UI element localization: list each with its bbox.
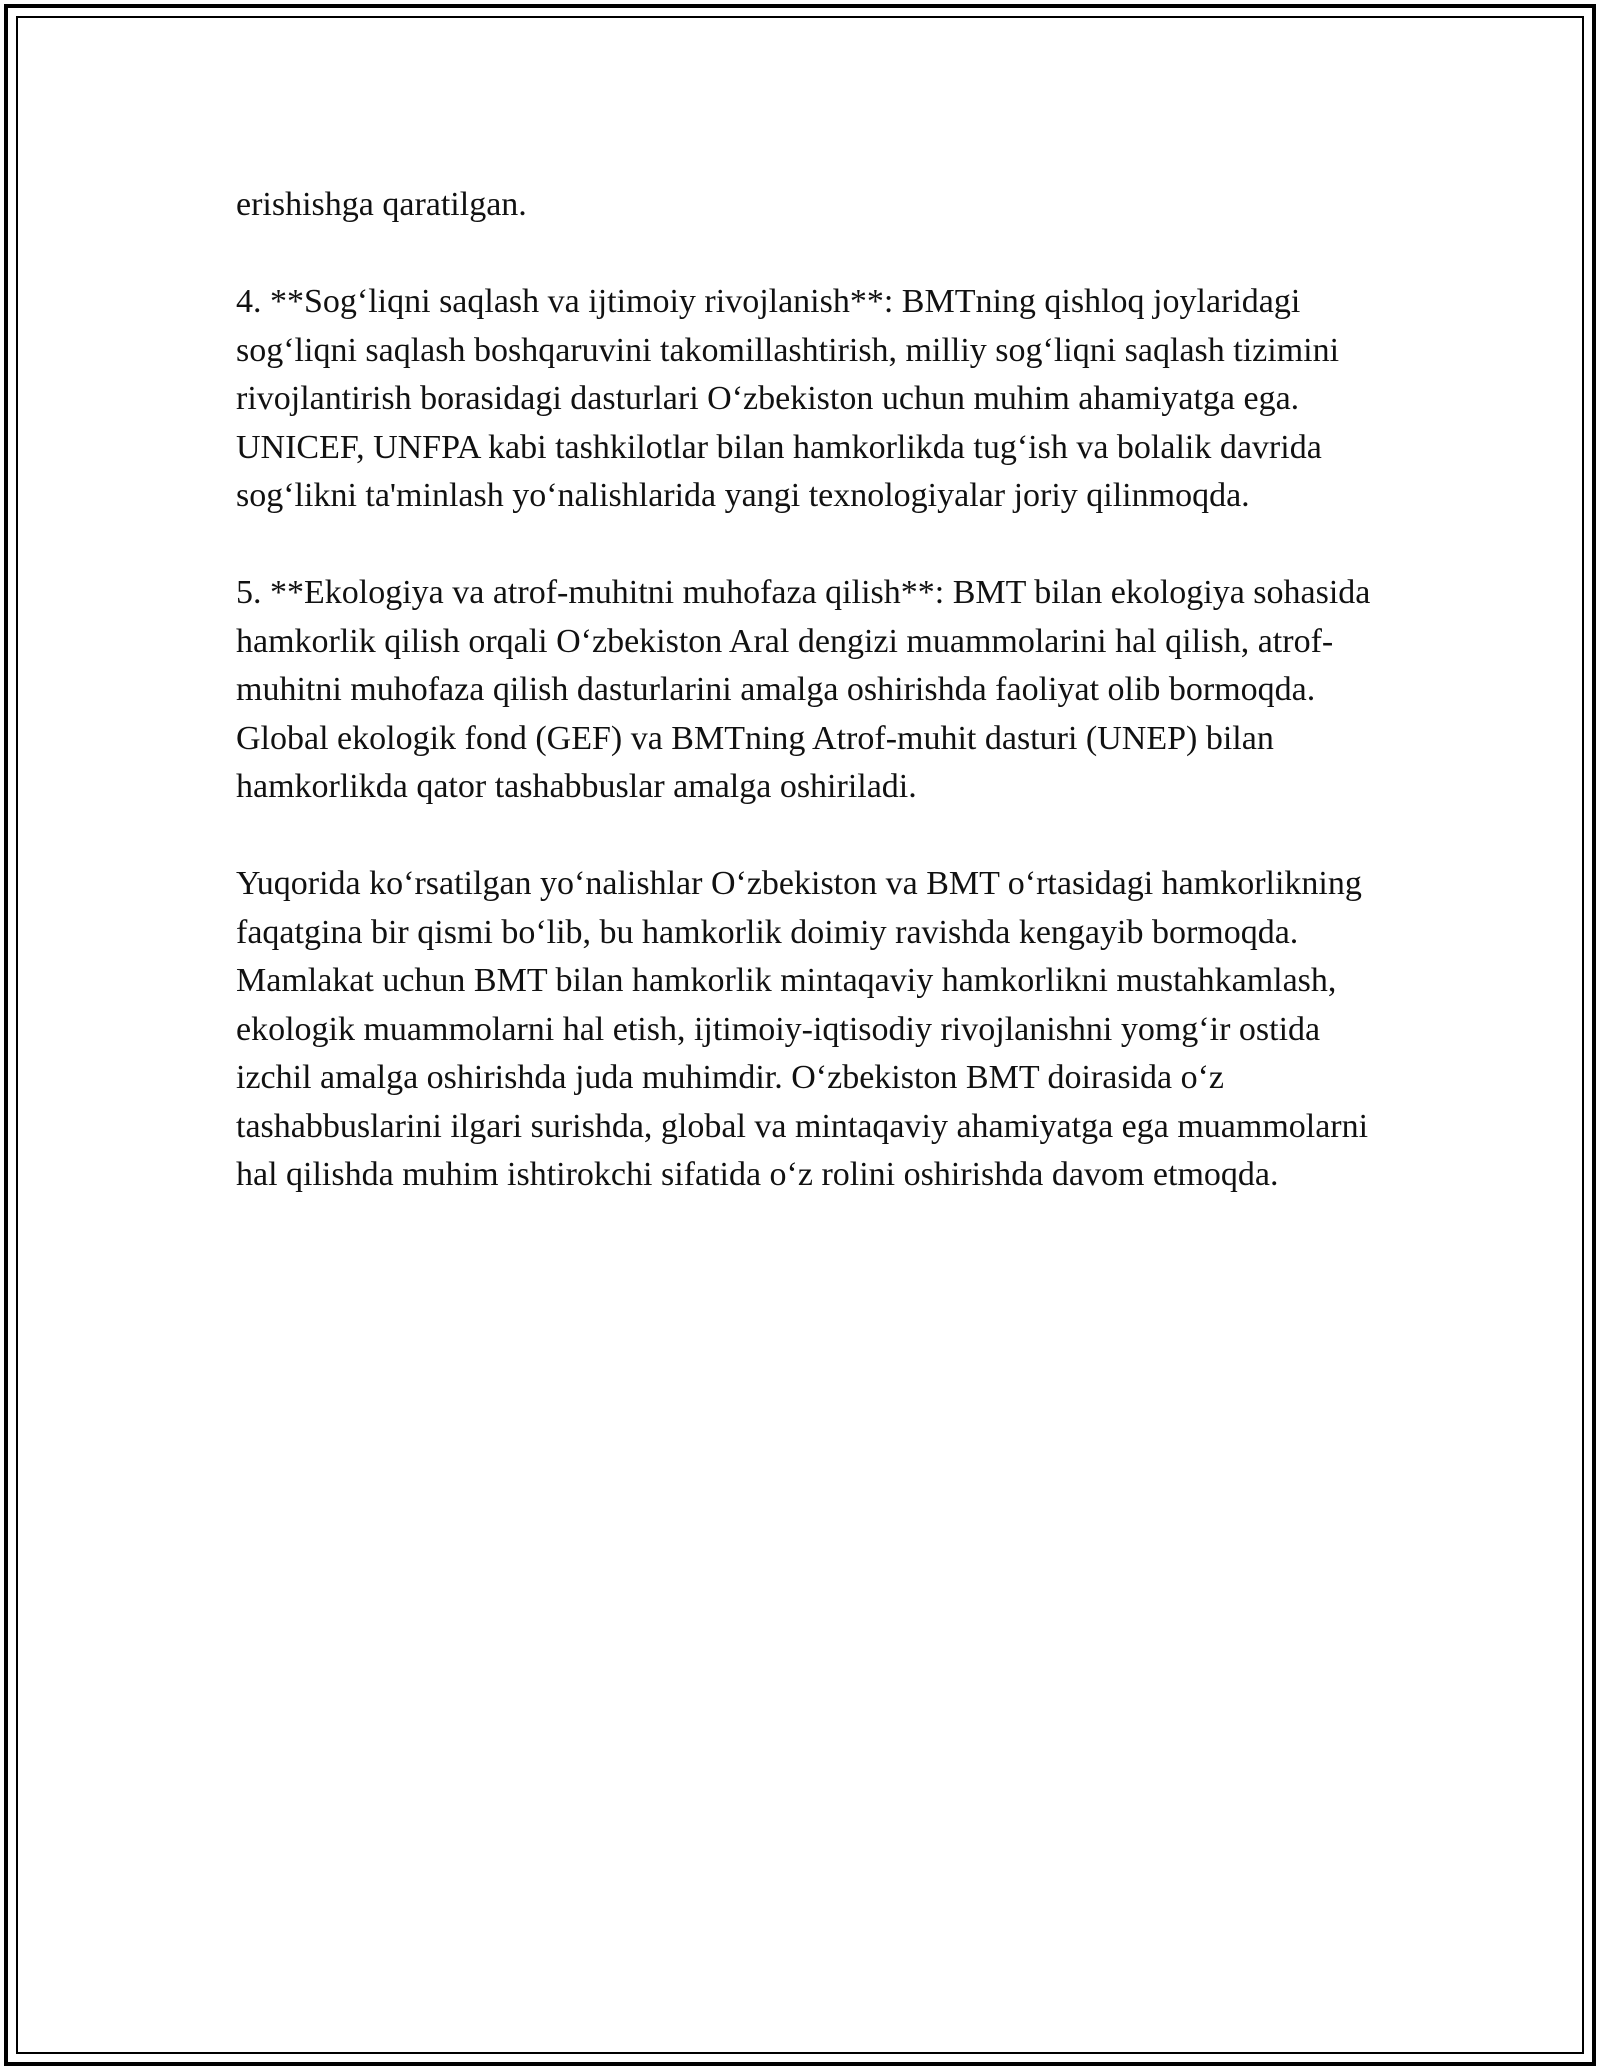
paragraph-ecology: 5. **Ekologiya va atrof-muhitni muhofaza qilish**: BMT bilan ekologiya sohasida hamkorlik qilish orqali O‘zbekiston Aral dengizi muammolarini hal qilish, atrof-muhitni muhofaza qilish dasturlarini amalga oshirishda faoliyat olib bormoqda. Global ekologik fond (GEF) va BMTning Atrof-muhit dasturi (UNEP) bilan hamkorlikda qator tashabbuslar amalga oshiriladi. <box>236 574 1371 805</box>
document-body <box>236 181 1386 1248</box>
paragraph-health-social: 4. **Sog‘liqni saqlash va ijtimoiy rivojlanish**: BMTning qishloq joylaridagi sog‘liqni saqlash boshqaruvini takomillashtirish, milliy sog‘liqni saqlash tizimini rivojlantirish borasidagi dasturlari O‘zbekiston uchun muhim ahamiyatga ega. UNICEF, UNFPA kabi tashkilotlar bilan hamkorlikda tug‘ish va bolalik davrida sog‘likni ta'minlash yo‘nalishlarida yangi texnologiyalar joriy qilinmoqda. <box>236 283 1340 514</box>
paragraph-continuation: erishishga qaratilgan. <box>236 186 527 223</box>
paragraph-conclusion: Yuqorida ko‘rsatilgan yo‘nalishlar O‘zbekiston va BMT o‘rtasidagi hamkorlikning faqatgina bir qismi bo‘lib, bu hamkorlik doimiy ravishda kengayib bormoqda. Mamlakat uchun BMT bilan hamkorlik mintaqaviy hamkorlikni mustahkamlash, ekologik muammolarni hal etish, ijtimoiy-iqtisodiy rivojlanishni yomg‘ir ostida izchil amalga oshirishda juda muhimdir. O‘zbekiston BMT doirasida o‘z tashabbuslarini ilgari surishda, global va mintaqaviy ahamiyatga ega muammolarni hal qilishda muhim ishtirokchi sifatida o‘z rolini oshirishda davom etmoqda. <box>236 865 1369 1193</box>
